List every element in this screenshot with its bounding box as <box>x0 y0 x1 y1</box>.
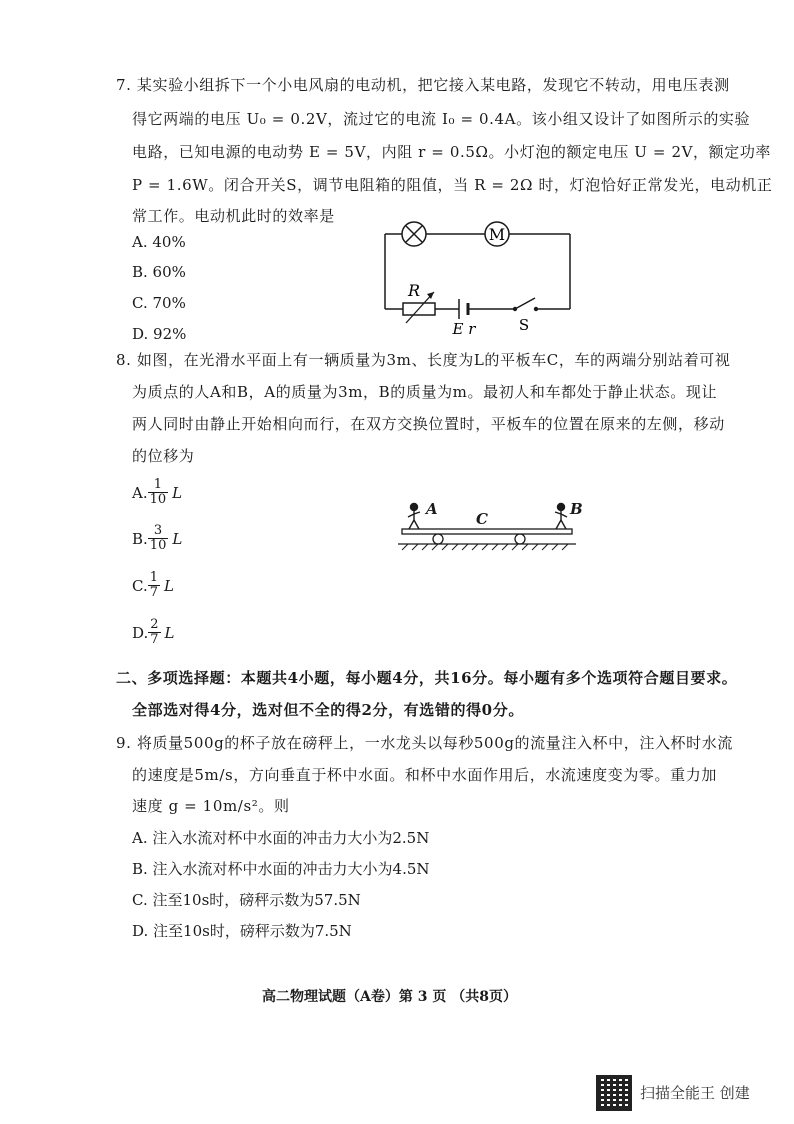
motor-label: M <box>488 225 506 244</box>
section2-heading-line-2: 全部选对得4分，选对但不全的得2分，有选错的得0分。 <box>132 701 524 719</box>
qr-code-icon <box>596 1075 632 1111</box>
cart-plank <box>402 529 572 534</box>
switch-label: S <box>518 316 530 334</box>
person-b-icon <box>555 504 567 530</box>
ground-hatching <box>402 544 568 550</box>
q9-option-d: D. 注至10s时，磅秤示数为7.5N <box>132 922 352 940</box>
lamp-symbol <box>402 222 426 246</box>
q8-option-c-num: 1 <box>149 570 158 585</box>
switch-symbol <box>513 298 538 334</box>
q8-option-d-den: 7 <box>150 632 159 647</box>
q9-line-1: 9. 将质量500g的杯子放在磅秤上，一水龙头以每秒500g的流量注入杯中，注入杯时水流 <box>116 734 733 752</box>
section2-heading-line-1: 二、多项选择题：本题共4小题，每小题4分，共16分。每小题有多个选项符合题目要求。 <box>116 669 738 687</box>
person-b-label: B <box>570 500 583 518</box>
resistor-label: R <box>407 281 421 300</box>
q8-option-c-den: 7 <box>149 585 158 600</box>
q8-option-b-fraction <box>148 524 169 553</box>
q8-line-2: 为质点的人A和B，A的质量为3m，B的质量为m。最初人和车都处于静止状态。现让 <box>132 383 718 401</box>
q8-option-d-letter: D. <box>132 623 149 642</box>
q8-line-4: 的位移为 <box>132 447 195 465</box>
q9-option-b: B. 注入水流对杯中水面的冲击力大小为4.5N <box>132 860 430 878</box>
scanner-watermark: 扫描全能王 创建 <box>640 1084 750 1102</box>
q8-line-1: 8. 如图，在光滑水平面上有一辆质量为3m、长度为L的平板车C，车的两端分别站着可视 <box>116 351 731 369</box>
battery-symbol <box>452 299 477 338</box>
q7-circuit-diagram <box>378 220 578 340</box>
q7-option-b: B. 60% <box>132 263 186 281</box>
q8-option-d-unit: L <box>164 623 175 642</box>
q7-line-5: 常工作。电动机此时的效率是 <box>132 207 335 225</box>
q8-option-a-fraction <box>148 478 169 507</box>
q8-option-b-den: 10 <box>149 538 167 553</box>
q8-option-a-letter: A. <box>132 483 148 502</box>
q7-option-a: A. 40% <box>132 233 186 251</box>
q7-option-c: C. 70% <box>132 294 186 312</box>
q7-line-2: 得它两端的电压 U₀ = 0.2V，流过它的电流 I₀ = 0.4A。该小组又设计了如图所示的实验 <box>132 110 751 128</box>
battery-label: E r <box>452 320 476 338</box>
variable-resistor-symbol <box>403 281 435 323</box>
q9-line-3: 速度 g = 10m/s²。则 <box>132 797 290 815</box>
q8-option-a-den: 10 <box>149 492 167 507</box>
q7-line-1: 7. 某实验小组拆下一个小电风扇的电动机，把它接入某电路，发现它不转动，用电压表测 <box>116 76 730 94</box>
page-footer: 高二物理试题（A卷）第 3 页 （共8页） <box>262 989 517 1005</box>
person-a-label: A <box>426 500 438 518</box>
cart-label: C <box>476 510 488 528</box>
q8-option-d <box>132 618 175 647</box>
q9-option-a: A. 注入水流对杯中水面的冲击力大小为2.5N <box>132 829 430 847</box>
q8-option-a <box>132 478 182 507</box>
q8-option-b <box>132 524 182 553</box>
q8-option-b-num: 3 <box>148 524 169 539</box>
cart-wheel-left <box>433 534 443 544</box>
q8-option-c-fraction <box>148 571 160 600</box>
motor-symbol <box>485 222 509 246</box>
q7-line-3: 电路，已知电源的电动势 E = 5V，内阻 r = 0.5Ω。小灯泡的额定电压 U = 2V，额定功率 <box>132 143 772 161</box>
q8-option-a-num: 1 <box>148 478 169 493</box>
q8-option-b-letter: B. <box>132 529 148 548</box>
person-a-icon <box>408 504 420 530</box>
cart-wheel-right <box>515 534 525 544</box>
q8-option-d-num: 2 <box>150 617 159 632</box>
q8-option-c <box>132 571 174 600</box>
q8-option-c-letter: C. <box>132 576 148 595</box>
q8-option-b-unit: L <box>172 529 183 548</box>
q8-cart-figure <box>398 498 583 558</box>
q7-option-d: D. 92% <box>132 325 187 343</box>
q8-option-d-fraction <box>148 618 160 647</box>
q8-line-3: 两人同时由静止开始相向而行，在双方交换位置时，平板车的位置在原来的左侧，移动 <box>132 415 725 433</box>
q9-line-2: 的速度是5m/s，方向垂直于杯中水面。和杯中水面作用后，水流速度变为零。重力加 <box>132 766 717 784</box>
q9-option-c: C. 注至10s时，磅秤示数为57.5N <box>132 891 361 909</box>
q8-option-a-unit: L <box>172 483 183 502</box>
q8-option-c-unit: L <box>164 576 174 595</box>
q7-line-4: P = 1.6W。闭合开关S，调节电阻箱的阻值，当 R = 2Ω 时，灯泡恰好正常发光，电动机正 <box>132 176 773 194</box>
